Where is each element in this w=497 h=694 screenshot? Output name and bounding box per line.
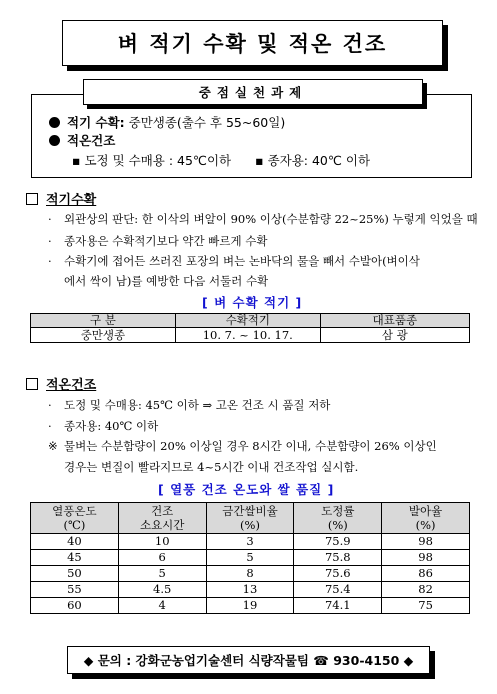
drying-heading: 적온건조 <box>26 374 96 393</box>
table-row: 55 4.5 13 75.4 82 <box>31 582 470 598</box>
key-task-2-details: ▪ 도정 및 수매용 : 45℃이하 ▪ 종자용: 40℃ 이하 <box>72 153 371 168</box>
table-header: 도정률 (%) <box>294 503 382 534</box>
table-header: 건조 소요시간 <box>118 503 206 534</box>
table-header: 수확적기 <box>175 314 320 328</box>
drying-quality-table <box>30 502 470 614</box>
table-row: 40 10 3 75.9 98 <box>31 534 470 550</box>
key-tasks-box <box>31 94 472 178</box>
black-circle-bullet-icon <box>49 135 60 146</box>
table-row <box>31 328 470 343</box>
harvest-timing-table <box>30 313 470 343</box>
contact-info: ◆ 문의 : 강화군농업기술센터 식량작물팀 ☎ 930-4150 ◆ <box>67 646 430 674</box>
key-task-1: 적기 수확: 중만생종(출수 후 55~60일) <box>49 113 285 131</box>
small-bullet-icon: ▪ <box>72 153 81 168</box>
drying-table-caption: [ 열풍 건조 온도와 쌀 품질 ] <box>158 482 335 497</box>
page-title: 벼 적기 수확 및 적온 건조 <box>62 20 443 66</box>
table-row: 60 4 19 74.1 75 <box>31 598 470 614</box>
drying-bullet: · 종자용: 40℃ 이하 <box>48 419 159 433</box>
small-bullet-icon: ▪ <box>255 153 264 168</box>
table-row: 50 5 8 75.6 86 <box>31 566 470 582</box>
table-header: 발아율 (%) <box>382 503 470 534</box>
table-header: 열풍온도 (℃) <box>31 503 119 534</box>
table-header: 대표품종 <box>320 314 469 328</box>
harvest-bullet-continued: 에서 싹이 남)를 예방한 다음 서둘러 수확 <box>64 274 269 288</box>
drying-note-continued: 경우는 변질이 빨라지므로 4~5시간 이내 건조작업 실시함. <box>64 460 359 474</box>
table-cell: 10. 7. ~ 10. 17. <box>175 328 320 343</box>
key-tasks-heading: 중점실천과제 <box>83 79 423 105</box>
checkbox-icon <box>26 378 38 390</box>
checkbox-icon <box>26 193 38 205</box>
drying-bullet: · 도정 및 수매용: 45℃ 이하 ⇒ 고온 건조 시 품질 저하 <box>48 398 331 412</box>
table-cell: 삼 광 <box>320 328 469 343</box>
table-row: 45 6 5 75.8 98 <box>31 550 470 566</box>
harvest-bullet: · 종자용은 수확적기보다 약간 빠르게 수확 <box>48 234 268 248</box>
table-header: 금간쌀비율 (%) <box>206 503 294 534</box>
harvest-table-caption: [ 벼 수확 적기 ] <box>202 295 303 310</box>
key-task-2: 적온건조 <box>49 131 115 149</box>
harvest-heading: 적기수확 <box>26 189 96 208</box>
black-circle-bullet-icon <box>49 117 60 128</box>
table-cell: 중만생종 <box>31 328 176 343</box>
harvest-bullet: · 외관상의 판단: 한 이삭의 벼알이 90% 이상(수분함량 22~25%) 누렇게 익었을 때 <box>48 212 478 226</box>
harvest-bullet: · 수확기에 접어든 쓰러진 포장의 벼는 논바닥의 물을 빼서 수발아(벼이삭 <box>48 254 420 268</box>
drying-note: ※ 물벼는 수분함량이 20% 이상일 경우 8시간 이내, 수분함량이 26% 이상인 <box>48 439 437 453</box>
table-header: 구 분 <box>31 314 176 328</box>
